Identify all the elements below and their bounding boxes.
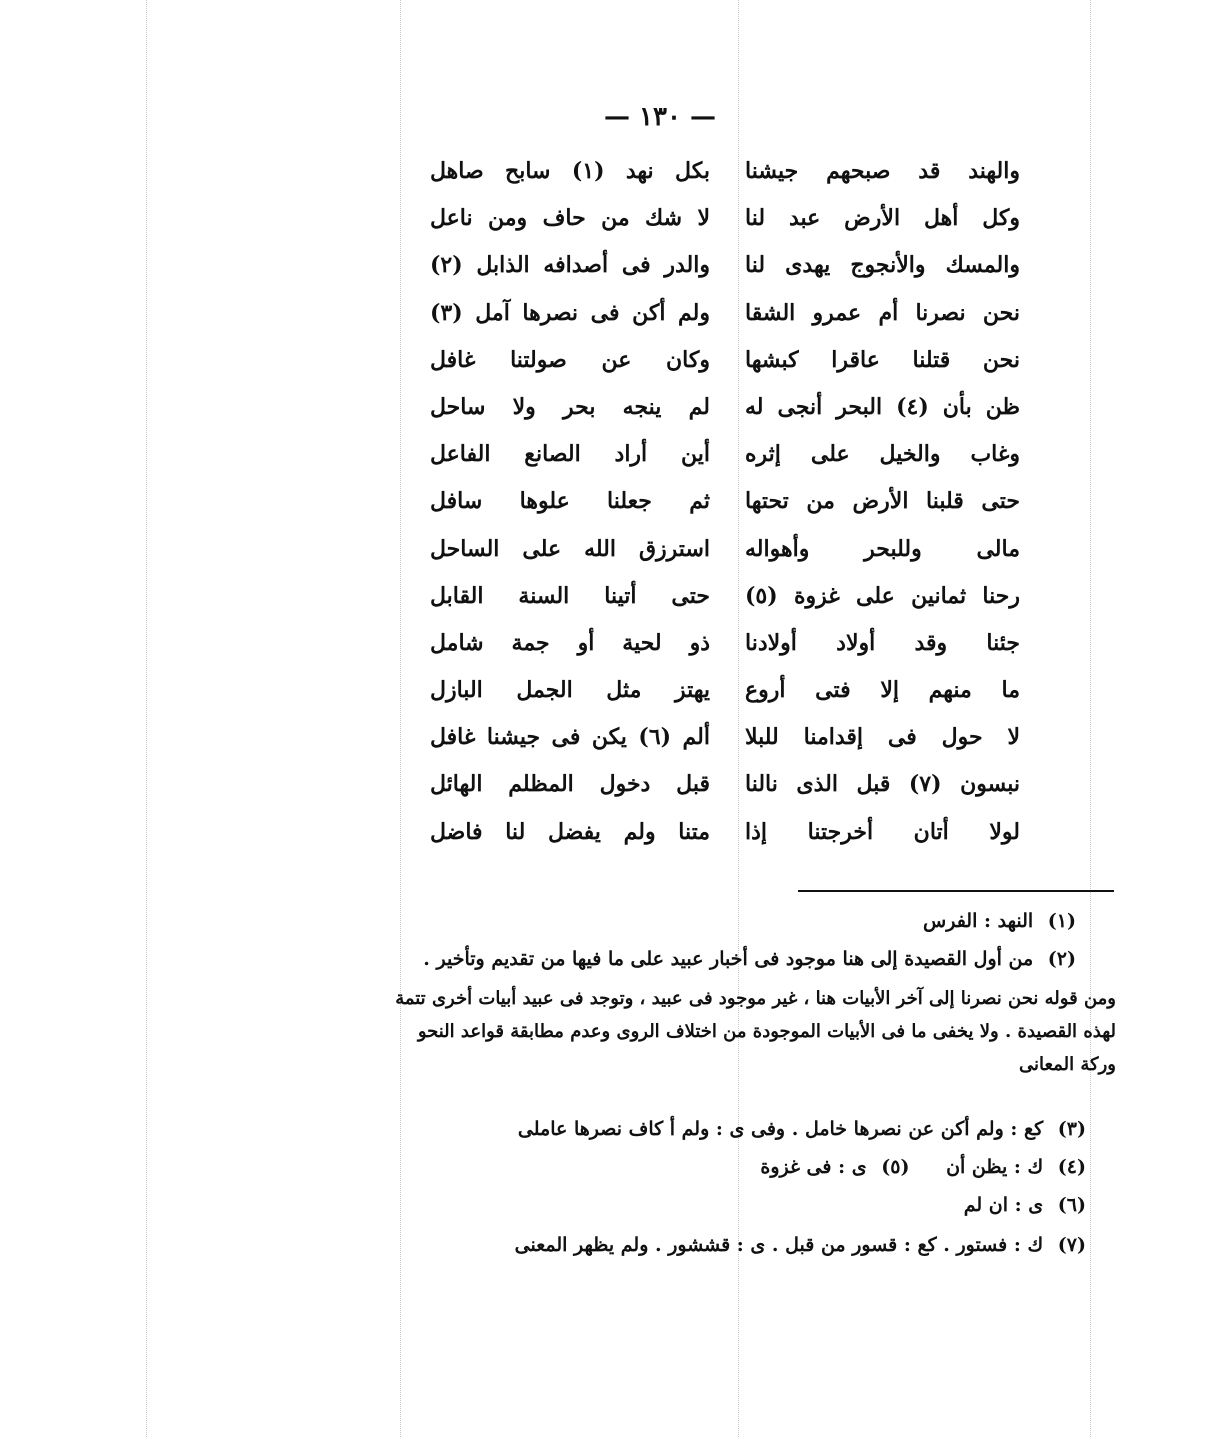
- verse-row: [420, 294, 1020, 341]
- verse-row: [420, 246, 1020, 293]
- footnote-continuation: ومن قوله نحن نصرنا إلى آخر الأبيات هنا ، غير موجود فى عبيد ، وتوجد فى عبيد أبيات أخرى تتمة لهذه القصيدة . ولا يخفى ما فى الأبيات الموجودة من اختلاف الروى وعدم مطابقة قواعد النحو وركة المعانى: [395, 988, 1116, 1075]
- verse-second-hemistich: لا شك من حاف ومن ناعل: [430, 205, 710, 232]
- verse-second-hemistich: استرزق الله على الساحل: [430, 535, 710, 562]
- verse-first-hemistich: جئنا وقد أولاد أولادنا: [745, 629, 1020, 656]
- verse-first-hemistich: ظن بأن (٤) البحر أنجى له: [745, 393, 1021, 420]
- verse-row: [420, 813, 1020, 860]
- verse-first-hemistich: لا حول فى إقدامنا للبلا: [745, 724, 1020, 751]
- footnote: [515, 1234, 1086, 1256]
- footnote: [760, 1156, 1086, 1178]
- verse-second-hemistich: ألم (٦) يكن فى جيشنا غافل: [430, 724, 710, 751]
- verse-row: [420, 199, 1020, 246]
- footnote: [964, 1194, 1086, 1216]
- footnote-text: ك : فستور . كع : قسور من قبل . ى : قششور . ولم يظهر المعنى: [514, 1234, 1044, 1256]
- verse-second-hemistich: أين أراد الصانع الفاعل: [430, 441, 710, 468]
- verse-second-hemistich: والدر فى أصدافه الذابل (٢): [430, 252, 710, 279]
- verse-row: [420, 718, 1020, 765]
- footnote-separator: [798, 890, 1114, 892]
- verse-first-hemistich: مالى وللبحر وأهواله: [745, 535, 1020, 562]
- scan-guide-line: [1090, 0, 1091, 1437]
- footnote: [923, 910, 1076, 932]
- verse-row: [420, 435, 1020, 482]
- verse-second-hemistich: حتى أتينا السنة القابل: [430, 582, 710, 609]
- verse-first-hemistich: رحنا ثمانين على غزوة (٥): [745, 582, 1020, 609]
- verse-first-hemistich: نبسون (٧) قبل الذى نالنا: [745, 771, 1020, 798]
- verse-second-hemistich: بكل نهد (١) سابح صاهل: [430, 158, 710, 184]
- verse-first-hemistich: والمسك والأنجوج يهدى لنا: [745, 252, 1020, 279]
- verse-row: [420, 624, 1020, 671]
- footnote-text: ى : فى غزوة: [760, 1156, 867, 1178]
- verse-second-hemistich: قبل دخول المظلم الهائل: [430, 771, 710, 798]
- verse-row: [420, 482, 1020, 529]
- footnote-number: (١): [1047, 910, 1076, 932]
- footnote: [518, 1118, 1086, 1140]
- page-number: — ١٣٠ —: [603, 102, 717, 132]
- verse-row: [420, 152, 1020, 199]
- verse-row: [420, 341, 1020, 388]
- footnote-number: (٣): [1057, 1118, 1086, 1140]
- footnote-number: (٤): [1057, 1156, 1086, 1178]
- footnote: [760, 1156, 909, 1178]
- footnote-text: النهد : الفرس: [923, 910, 1034, 932]
- verse-row: [420, 765, 1020, 812]
- verse-first-hemistich: والهند قد صبحهم جيشنا: [745, 158, 1020, 184]
- verse-second-hemistich: متنا ولم يفضل لنا فاضل: [430, 818, 710, 845]
- verse-row: [420, 671, 1020, 718]
- verse-first-hemistich: حتى قلبنا الأرض من تحتها: [745, 488, 1020, 515]
- footnote: [423, 948, 1076, 970]
- footnote-text: ك : يظن أن: [946, 1156, 1044, 1178]
- footnote-number: (٥): [881, 1156, 910, 1178]
- poem: [420, 152, 1020, 860]
- verse-row: [420, 388, 1020, 435]
- footnote-number: (٦): [1057, 1194, 1086, 1216]
- verse-first-hemistich: ما منهم إلا فتى أروع: [745, 677, 1020, 704]
- verse-second-hemistich: ثم جعلنا علوها سافل: [430, 488, 710, 515]
- verse-first-hemistich: لولا أتان أخرجتنا إذا: [745, 818, 1020, 845]
- verse-second-hemistich: لم ينجه بحر ولا ساحل: [430, 393, 710, 420]
- footnote-text: ى : ان لم: [963, 1194, 1044, 1216]
- scan-guide-line: [400, 0, 401, 1437]
- verse-row: [420, 577, 1020, 624]
- footnote-number: (٧): [1057, 1234, 1086, 1256]
- verse-second-hemistich: ولم أكن فى نصرها آمل (٣): [430, 299, 710, 326]
- footnote-number: (٢): [1047, 948, 1076, 970]
- verse-first-hemistich: وكل أهل الأرض عبد لنا: [745, 205, 1020, 232]
- verse-row: [420, 530, 1020, 577]
- footnote-text: كع : ولم أكن عن نصرها خامل . وفى ى : ولم أ كاف نصرها عاملى: [517, 1118, 1044, 1140]
- verse-second-hemistich: يهتز مثل الجمل البازل: [430, 677, 710, 704]
- verse-second-hemistich: وكان عن صولتنا غافل: [430, 346, 710, 373]
- verse-second-hemistich: ذو لحية أو جمة شامل: [430, 629, 710, 656]
- footnote-text: من أول القصيدة إلى هنا موجود فى أخبار عبيد على ما فيها من تقديم وتأخير .: [423, 948, 1034, 970]
- scan-guide-line: [146, 0, 147, 1437]
- verse-first-hemistich: نحن قتلنا عاقرا كبشها: [745, 346, 1020, 373]
- verse-first-hemistich: وغاب والخيل على إثره: [745, 441, 1020, 468]
- verse-first-hemistich: نحن نصرنا أم عمرو الشقا: [745, 299, 1020, 326]
